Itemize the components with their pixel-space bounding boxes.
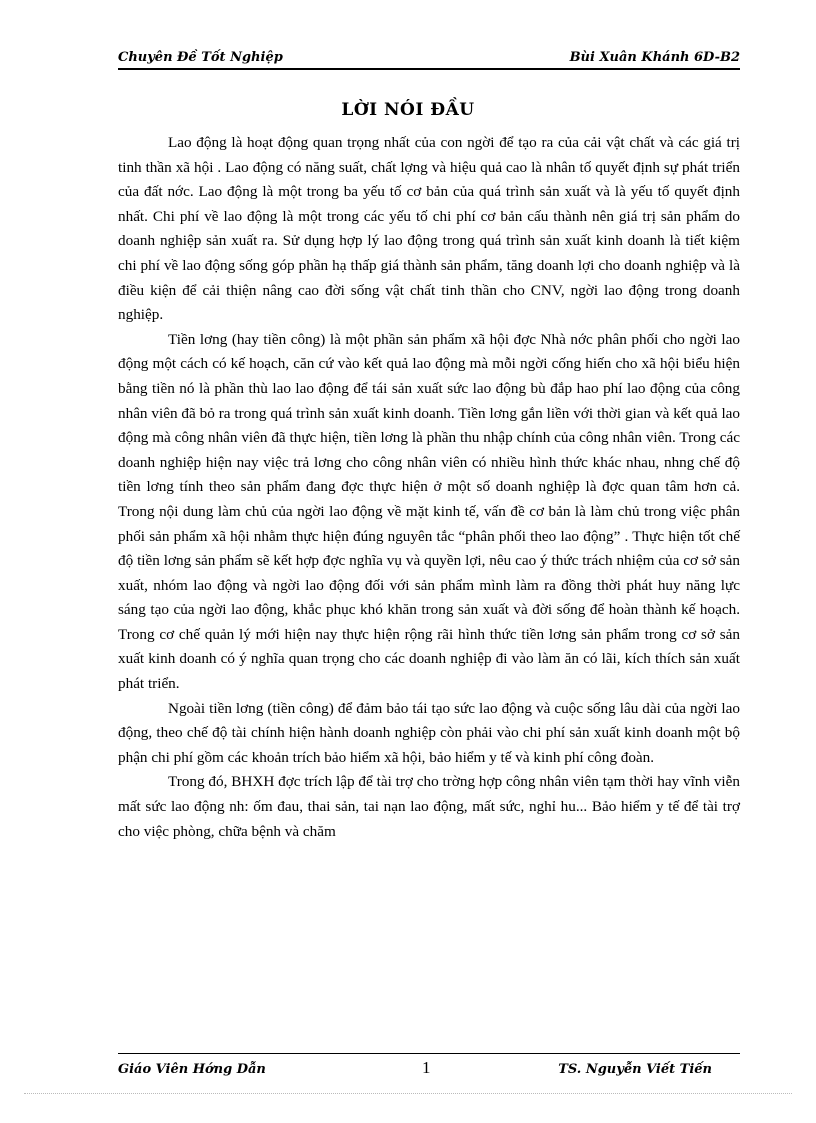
document-title: LỜI NÓI ĐẦU [341,100,475,120]
page-header [118,50,740,70]
bottom-divider [24,1093,792,1094]
page-footer [118,1053,740,1077]
footer-right-text: TS. Nguyễn Viết Tiến [558,1062,712,1077]
footer-left-text: Giáo Viên Hớng Dẫn [118,1062,266,1077]
paragraph-4: Trong đó, BHXH đợc trích lập để tài trợ cho trờng hợp công nhân viên tạm thời hay vĩnh viễn mất sức lao động nh: ốm đau, thai sản, tai nạn lao động, mất sức, nghỉ hu... Bảo hiểm y tế để tài trợ cho việc phòng, chữa bệnh và chăm [118,773,740,840]
document-body [118,131,740,844]
paragraph-2: Tiền lơng (hay tiền công) là một phần sản phẩm xã hội đợc Nhà nớc phân phối cho ngời lao động một cách có kế hoạch, căn cứ vào kết quả lao động mà mỗi ngời cống hiến cho xã hội biểu hiện bằng tiền nó là phần thù lao lao động để tái sản xuất sức lao động bù đắp hao phí lao động của công nhân viên đã bỏ ra trong quá trình sản xuất kinh doanh. Tiền lơng gắn liền với thời gian và kết quả lao động mà công nhân viên đã thực hiện, tiền lơng là phần thu nhập chính của công nhân viên. Trong các doanh nghiệp hiện nay việc trả lơng cho công nhân viên có nhiều hình thức khác nhau, nhng chế độ tiền lơng tính theo sản phẩm đang đợc thực hiện ở một số doanh nghiệp là đợc quan tâm hơn cả. Trong nội dung làm chủ của ngời lao động về mặt kinh tế, vấn đề cơ bản là làm chủ trong việc phân phối sản phẩm xã hội nhằm thực hiện đúng nguyên tắc “phân phối theo lao động” . Thực hiện tốt chế độ tiền lơng sản phẩm sẽ kết hợp đợc nghĩa vụ và quyền lợi, nêu cao ý thức trách nhiệm của cơ sở sản xuất, nhóm lao động và ngời lao động đối với sản phẩm mình làm ra đồng thời phát huy năng lực sáng tạo của ngời lao động, khắc phục khó khăn trong sản xuất và đời sống để hoàn thành kế hoạch. Trong cơ chế quản lý mới hiện nay thực hiện rộng rãi hình thức tiền lơng sản phẩm trong cơ sở sản xuất kinh doanh có ý nghĩa quan trọng cho các doanh nghiệp đi vào làm ăn có lãi, kích thích sản xuất phát triển. [118,330,740,693]
header-left-text: Chuyên Đề Tốt Nghiệp [118,50,283,65]
page-number: 1 [422,1058,431,1077]
paragraph-1: Lao động là hoạt động quan trọng nhất của con ngời để tạo ra của cải vật chất và các giá trị tinh thần xã hội . Lao động có năng suất, chất lợng và hiệu quả cao là nhân tố quyết định sự phát triển của đất nớc. Lao động là một trong ba yếu tố cơ bản của quá trình sản xuất và là yếu tố quyết định nhất. Chi phí về lao động là một trong các yếu tố chi phí cơ bản cấu thành nên giá trị sản phẩm do doanh nghiệp sản xuất ra. Sử dụng hợp lý lao động trong quá trình sản xuất kinh doanh là tiết kiệm chi phí về lao động sống góp phần hạ thấp giá thành sản phẩm, tăng doanh lợi cho doanh nghiệp và là điều kiện để cải thiện nâng cao đời sống vật chất tinh thần cho CNV, ngời lao động trong doanh nghiệp. [118,134,740,324]
header-right-text: Bùi Xuân Khánh 6D-B2 [569,50,740,65]
paragraph-3: Ngoài tiền lơng (tiền công) để đảm bảo tái tạo sức lao động và cuộc sống lâu dài của ngời lao động, theo chế độ tài chính hiện hành doanh nghiệp còn phải vào chi phí sản xuất kinh doanh một bộ phận chi phí gồm các khoản trích bảo hiểm xã hội, bảo hiểm y tế và kinh phí công đoàn. [118,699,740,766]
